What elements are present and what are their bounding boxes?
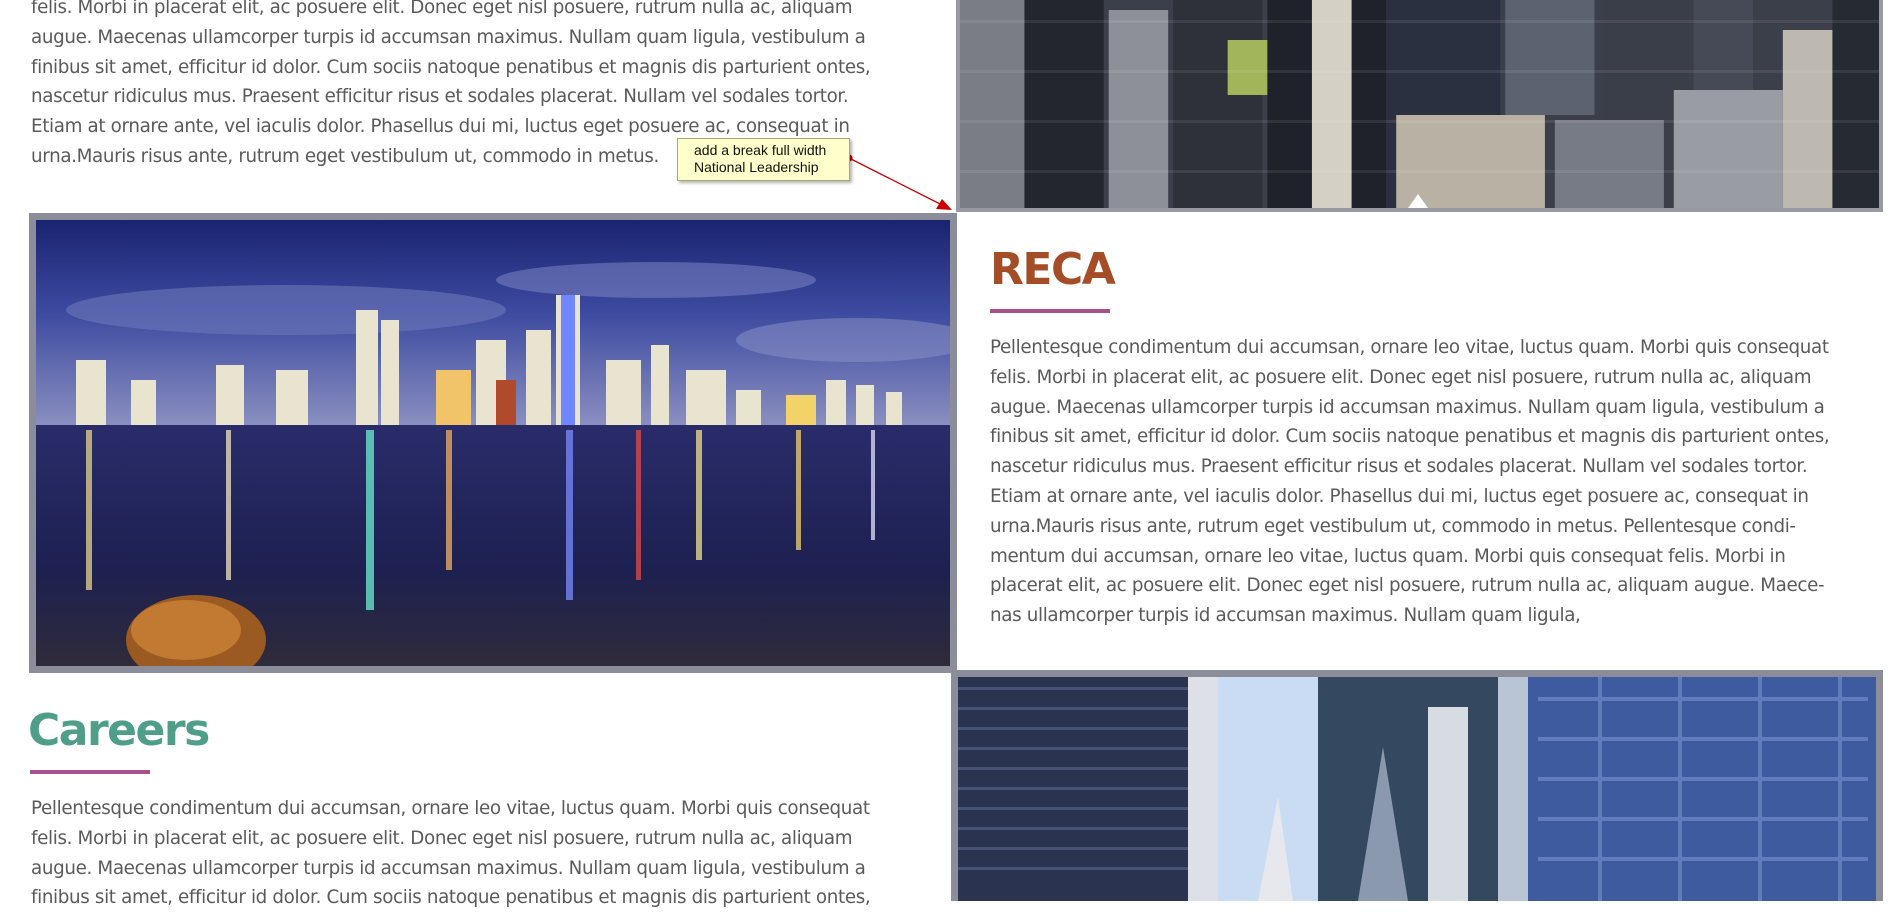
- text-line: urna.Mauris risus ante, rutrum eget vestibulum ut, commodo in metus.: [31, 145, 659, 167]
- careers-heading: Careers: [28, 705, 209, 756]
- text-line: mentum dui accumsan, ornare leo vitae, luctus quam. Morbi quis consequat felis. Morbi in: [990, 545, 1786, 567]
- careers-underline: [30, 770, 150, 774]
- reca-heading: RECA: [990, 244, 1115, 295]
- text-line: Etiam at ornare ante, vel iaculis dolor. Phasellus dui mi, luctus eget posuere ac, consequat in: [31, 116, 850, 138]
- night-skyline-photo: [29, 213, 957, 673]
- reca-underline: [990, 309, 1110, 313]
- annotation-line-2: National Leadership: [694, 159, 819, 175]
- text-line: felis. Morbi in placerat elit, ac posuere elit. Donec eget nisl posuere, rutrum nulla ac, aliquam: [31, 0, 853, 18]
- text-line: finibus sit amet, efficitur id dolor. Cum sociis natoque penatibus et magnis dis parturient ontes,: [31, 887, 871, 909]
- careers-paragraph: [31, 794, 931, 913]
- text-line: Pellentesque condimentum dui accumsan, ornare leo vitae, luctus quam. Morbi quis consequat: [31, 798, 870, 819]
- reca-paragraph: [990, 333, 1890, 631]
- annotation-note[interactable]: [677, 138, 850, 181]
- text-line: Etiam at ornare ante, vel iaculis dolor. Phasellus dui mi, luctus eget posuere ac, consequat in: [990, 485, 1809, 507]
- text-line: nascetur ridiculus mus. Praesent efficitur risus et sodales placerat. Nullam vel sodales tortor.: [31, 86, 849, 108]
- text-line: nas ullamcorper turpis id accumsan maximus. Nullam quam ligula,: [990, 605, 1581, 627]
- annotation-line-1: add a break full width: [694, 142, 827, 158]
- text-line: Pellentesque condimentum dui accumsan, ornare leo vitae, luctus quam. Morbi quis consequat: [990, 337, 1829, 358]
- text-line: finibus sit amet, efficitur id dolor. Cum sociis natoque penatibus et magnis dis parturient ontes,: [31, 56, 871, 78]
- text-line: placerat elit, ac posuere elit. Donec eget nisl posuere, rutrum nulla ac, aliquam augue. Maece-: [990, 575, 1825, 597]
- text-line: augue. Maecenas ullamcorper turpis id accumsan maximus. Nullam quam ligula, vestibulum a: [31, 26, 866, 48]
- text-line: augue. Maecenas ullamcorper turpis id accumsan maximus. Nullam quam ligula, vestibulum a: [31, 857, 866, 879]
- text-line: urna.Mauris risus ante, rutrum eget vestibulum ut, commodo in metus. Pellentesque condi-: [990, 515, 1796, 537]
- text-line: felis. Morbi in placerat elit, ac posuere elit. Donec eget nisl posuere, rutrum nulla ac, aliquam: [31, 827, 853, 849]
- office-towers-photo: [951, 670, 1883, 901]
- text-line: finibus sit amet, efficitur id dolor. Cum sociis natoque penatibus et magnis dis parturient ontes,: [990, 426, 1830, 448]
- text-line: felis. Morbi in placerat elit, ac posuere elit. Donec eget nisl posuere, rutrum nulla ac, aliquam: [990, 366, 1812, 388]
- text-line: augue. Maecenas ullamcorper turpis id accumsan maximus. Nullam quam ligula, vestibulum a: [990, 396, 1825, 418]
- aerial-city-photo: [956, 0, 1883, 212]
- text-line: nascetur ridiculus mus. Praesent efficitur risus et sodales placerat. Nullam vel sodales tortor.: [990, 456, 1808, 478]
